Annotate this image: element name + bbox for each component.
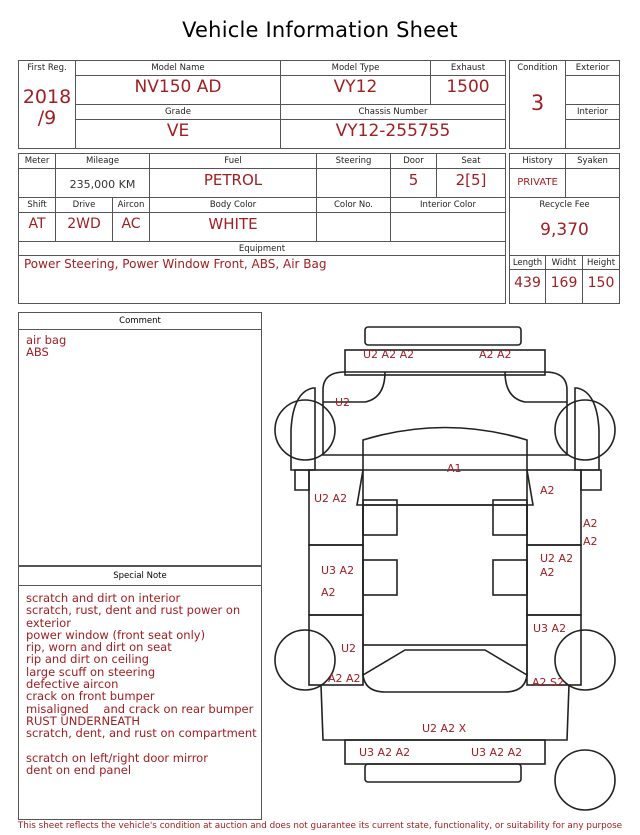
recycle-value: 9,370 (540, 219, 589, 240)
grade-label: Grade (165, 107, 191, 117)
exterior-value (566, 76, 620, 105)
page-title: Vehicle Information Sheet (182, 18, 458, 42)
condition-table (509, 60, 620, 149)
grade-value: VE (166, 121, 190, 141)
mark-left-rear-fender: U2 (341, 642, 357, 655)
exhaust-label: Exhaust (450, 63, 486, 73)
note-line: scratch, rust, dent and rust power on (26, 603, 241, 618)
mileage-label: Mileage (85, 156, 120, 166)
special-note-label: Special Note (19, 567, 261, 586)
meter-label: Meter (24, 156, 50, 166)
vehicle-damage-diagram (265, 320, 625, 820)
mark-right-mirror-2: A2 (583, 535, 598, 548)
comment-line: air bag (26, 333, 67, 347)
steering-label: Steering (335, 156, 372, 166)
color-no-value (317, 213, 391, 242)
damage-marks (314, 348, 598, 759)
syaken-label: Syaken (577, 156, 608, 166)
equipment-label: Equipment (238, 244, 286, 254)
first-reg-cell (19, 61, 76, 149)
note-line: power window (front seat only) (26, 627, 206, 642)
mileage-value: 235,000 KM (69, 178, 136, 191)
color-no-label: Color No. (333, 200, 373, 210)
mark-left-front-door: U2 A2 (314, 492, 348, 505)
exhaust-value: 1500 (446, 77, 490, 97)
mark-rear-bumper-right: U3 A2 A2 (471, 746, 523, 759)
mark-tailgate: U2 A2 X (422, 722, 467, 735)
door-label: Door (403, 156, 424, 166)
syaken-value (566, 169, 620, 198)
interior-color-value (391, 213, 506, 242)
seat-value: 2[5] (455, 171, 487, 189)
shift-value: AT (28, 216, 46, 232)
note-line: misaligned and crack on rear bumper (26, 701, 254, 716)
comment-box (18, 312, 262, 566)
mark-right-quarter: U3 A2 (533, 622, 567, 635)
note-line: scratch, dent, and rust on compartment (26, 726, 257, 741)
comment-line: ABS (26, 345, 49, 360)
mark-right-rear-corner: A2 S2 (532, 676, 565, 689)
note-line: RUST UNDERNEATH (26, 713, 141, 728)
steering-value (317, 169, 391, 198)
width-value: 169 (550, 275, 578, 291)
interior-value (566, 120, 620, 149)
length-label: Length (512, 258, 543, 268)
seat-label: Seat (461, 156, 481, 166)
body-color-label: Body Color (209, 200, 257, 210)
mark-left-rear-door: U3 A2 (321, 564, 355, 577)
equipment-value: Power Steering, Power Window Front, ABS, Air Bag (24, 257, 327, 271)
chassis-label: Chassis Number (358, 107, 428, 117)
note-line: large scuff on steering (26, 664, 156, 679)
mark-rear-bumper-left: U3 A2 A2 (359, 746, 411, 759)
mark-front-bumper-right: A2 A2 (479, 348, 512, 361)
note-line: rip, worn and dirt on seat (26, 640, 172, 655)
note-line: crack on front bumper (26, 689, 155, 704)
length-value: 439 (514, 275, 541, 291)
model-type-label: Model Type (331, 63, 380, 73)
exterior-label: Exterior (575, 63, 610, 73)
note-line: scratch on left/right door mirror (26, 750, 208, 765)
shift-label: Shift (27, 200, 47, 210)
history-value: PRIVATE (517, 177, 558, 188)
chassis-value: VY12-255755 (335, 121, 451, 141)
note-line: defective aircon (26, 677, 119, 692)
mark-front-left-fender: U2 (335, 396, 351, 409)
condition-label: Condition (517, 63, 558, 73)
width-label: Widht (551, 258, 577, 268)
note-line: dent on end panel (26, 762, 132, 777)
drive-value: 2WD (67, 216, 101, 232)
fuel-label: Fuel (224, 156, 242, 166)
body-color-value: WHITE (208, 215, 258, 233)
fuel-value: PETROL (203, 171, 263, 189)
footer-disclaimer: This sheet reflects the vehicle's condition at auction and does not guarantee its current state, functionality, or suitability for any purpose (17, 821, 623, 831)
mark-roof: A1 (447, 462, 462, 475)
model-name-label: Model Name (151, 63, 205, 73)
note-line: scratch and dirt on interior (26, 591, 181, 605)
recycle-label: Recycle Fee (539, 200, 590, 210)
model-name-value: NV150 AD (134, 77, 222, 97)
height-value: 150 (587, 275, 615, 291)
mark-right-rear-door: U2 A2 (540, 552, 574, 565)
height-label: Height (586, 258, 616, 268)
note-line: rip and dirt on ceiling (26, 652, 150, 667)
comment-label: Comment (19, 313, 261, 330)
mark-right-rear-door-2: A2 (540, 566, 555, 579)
mark-left-rear-corner: A2 A2 (328, 672, 361, 685)
first-reg-label: First Reg. (27, 63, 67, 73)
specs-table (18, 153, 506, 304)
aircon-value: AC (121, 216, 141, 232)
note-line: exterior (26, 615, 71, 630)
header-table (18, 60, 506, 149)
door-value: 5 (408, 171, 419, 189)
special-note-box (18, 566, 262, 820)
history-label: History (522, 156, 553, 166)
mark-right-mirror-1: A2 (583, 517, 598, 530)
interior-label: Interior (576, 107, 608, 117)
history-table (509, 153, 620, 304)
drive-label: Drive (72, 200, 96, 210)
first-reg-value: 2018 /9 (22, 85, 72, 129)
mark-right-front-door: A2 (540, 484, 555, 497)
mark-front-bumper: U2 A2 A2 (363, 348, 415, 361)
aircon-label: Aircon (117, 200, 145, 210)
interior-color-label: Interior Color (420, 200, 476, 210)
meter-value (19, 169, 56, 198)
note-line (26, 740, 254, 752)
model-type-value: VY12 (333, 77, 378, 97)
mark-left-rear-door-2: A2 (321, 586, 336, 599)
condition-value: 3 (530, 90, 545, 115)
